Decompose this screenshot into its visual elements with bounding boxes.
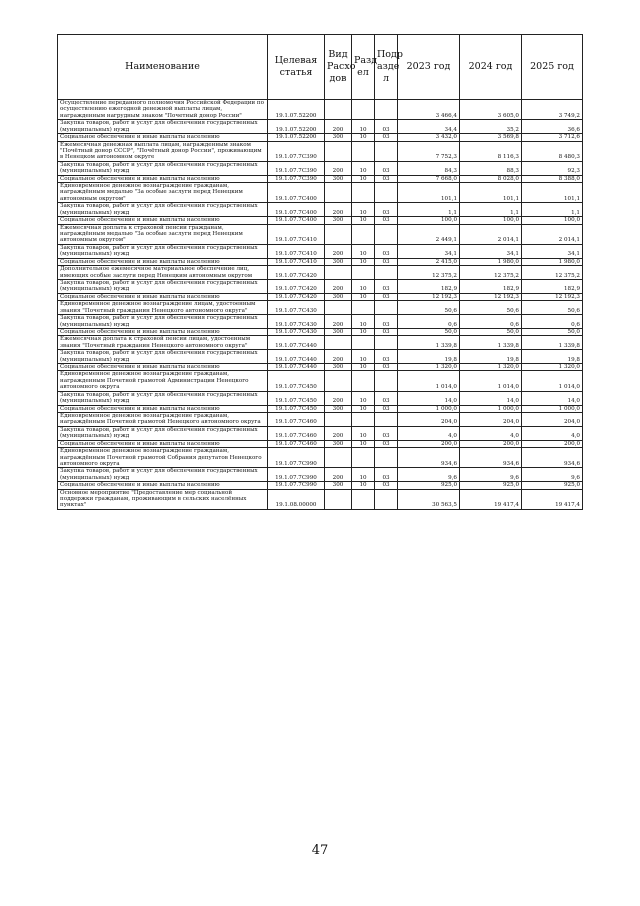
header-target-article: Целевая статья bbox=[268, 35, 325, 100]
cell-target-article: 19.1.07.7С410 bbox=[268, 224, 325, 244]
cell-2023: 182,9 bbox=[398, 279, 460, 293]
cell-target-article: 19.1.07.7С430 bbox=[268, 328, 325, 335]
cell-section bbox=[352, 141, 375, 161]
header-row bbox=[58, 35, 583, 100]
cell-name: Социальное обеспечение и иные выплаты населению bbox=[58, 217, 268, 224]
cell-2024: 50,6 bbox=[460, 301, 522, 315]
cell-expense-type bbox=[325, 412, 352, 426]
cell-2023: 34,4 bbox=[398, 120, 460, 134]
cell-2025: 3 712,6 bbox=[522, 134, 583, 141]
cell-name: Закупка товаров, работ и услуг для обеспечения государственных (муниципальных) нужд bbox=[58, 468, 268, 482]
cell-2024: 12 375,2 bbox=[460, 266, 522, 280]
cell-2023: 19,8 bbox=[398, 350, 460, 364]
cell-2025: 34,1 bbox=[522, 244, 583, 258]
cell-2024: 1 339,8 bbox=[460, 336, 522, 350]
cell-2025: 1 320,0 bbox=[522, 364, 583, 371]
cell-2024: 9,6 bbox=[460, 468, 522, 482]
cell-target-article: 19.1.07.7С390 bbox=[268, 161, 325, 175]
cell-target-article: 19.1.07.7С450 bbox=[268, 371, 325, 391]
table-row bbox=[58, 134, 583, 141]
cell-2023: 1 339,8 bbox=[398, 336, 460, 350]
cell-2023: 200,0 bbox=[398, 440, 460, 447]
cell-2023: 2 415,0 bbox=[398, 258, 460, 265]
table-row bbox=[58, 224, 583, 244]
cell-2025: 19 417,4 bbox=[522, 489, 583, 509]
cell-section: 10 bbox=[352, 175, 375, 182]
table-row bbox=[58, 405, 583, 412]
table-row bbox=[58, 440, 583, 447]
cell-name: Осуществление переданного полномочия Российской Федерации по осуществлению ежегодной денежной выплаты лицам, награжденным нагрудным знаком "Почетный донор России" bbox=[58, 100, 268, 120]
cell-2024: 12 192,3 bbox=[460, 293, 522, 300]
cell-expense-type: 300 bbox=[325, 364, 352, 371]
table-row bbox=[58, 244, 583, 258]
cell-2025: 19,8 bbox=[522, 350, 583, 364]
cell-subsection: 03 bbox=[375, 468, 398, 482]
cell-section bbox=[352, 448, 375, 468]
cell-expense-type: 200 bbox=[325, 426, 352, 440]
cell-2025: 200,0 bbox=[522, 440, 583, 447]
cell-subsection: 03 bbox=[375, 203, 398, 217]
table-row bbox=[58, 183, 583, 203]
cell-2025: 4,0 bbox=[522, 426, 583, 440]
table-row bbox=[58, 141, 583, 161]
cell-expense-type bbox=[325, 183, 352, 203]
table-row bbox=[58, 217, 583, 224]
cell-expense-type bbox=[325, 301, 352, 315]
cell-subsection: 03 bbox=[375, 161, 398, 175]
cell-section: 10 bbox=[352, 315, 375, 329]
cell-2024: 1 014,0 bbox=[460, 371, 522, 391]
cell-target-article: 19.1.07.7С990 bbox=[268, 448, 325, 468]
cell-expense-type: 300 bbox=[325, 175, 352, 182]
cell-subsection bbox=[375, 448, 398, 468]
cell-2024: 34,1 bbox=[460, 244, 522, 258]
cell-expense-type: 200 bbox=[325, 244, 352, 258]
cell-section bbox=[352, 489, 375, 509]
header-2024: 2024 год bbox=[460, 35, 522, 100]
table-row bbox=[58, 293, 583, 300]
cell-2025: 1 000,0 bbox=[522, 405, 583, 412]
cell-section bbox=[352, 224, 375, 244]
cell-section: 10 bbox=[352, 217, 375, 224]
cell-2025: 50,0 bbox=[522, 328, 583, 335]
cell-2025: 2 014,1 bbox=[522, 224, 583, 244]
cell-2023: 30 563,5 bbox=[398, 489, 460, 509]
cell-subsection bbox=[375, 301, 398, 315]
cell-section: 10 bbox=[352, 440, 375, 447]
cell-2024: 100,0 bbox=[460, 217, 522, 224]
cell-2024: 35,2 bbox=[460, 120, 522, 134]
cell-2025: 934,6 bbox=[522, 448, 583, 468]
cell-target-article: 19.1.07.7С390 bbox=[268, 141, 325, 161]
cell-subsection bbox=[375, 412, 398, 426]
cell-2025: 925,0 bbox=[522, 482, 583, 489]
cell-2025: 1,1 bbox=[522, 203, 583, 217]
cell-2023: 14,0 bbox=[398, 391, 460, 405]
cell-expense-type bbox=[325, 266, 352, 280]
cell-2023: 925,0 bbox=[398, 482, 460, 489]
cell-section bbox=[352, 301, 375, 315]
cell-section: 10 bbox=[352, 244, 375, 258]
cell-expense-type: 200 bbox=[325, 120, 352, 134]
cell-2023: 0,6 bbox=[398, 315, 460, 329]
cell-name: Единовременное денежное вознаграждение гражданам, награжденным Почетной грамотой Администрации Ненецкого автономного округа bbox=[58, 371, 268, 391]
cell-2024: 934,6 bbox=[460, 448, 522, 468]
cell-2023: 7 668,0 bbox=[398, 175, 460, 182]
cell-2023: 1 000,0 bbox=[398, 405, 460, 412]
cell-subsection bbox=[375, 336, 398, 350]
cell-target-article: 19.1.07.7С460 bbox=[268, 412, 325, 426]
cell-name: Закупка товаров, работ и услуг для обеспечения государственных (муниципальных) нужд bbox=[58, 161, 268, 175]
cell-2025: 182,9 bbox=[522, 279, 583, 293]
cell-target-article: 19.1.07.7С460 bbox=[268, 426, 325, 440]
cell-2023: 7 752,3 bbox=[398, 141, 460, 161]
cell-2024: 3 605,0 bbox=[460, 100, 522, 120]
table-row bbox=[58, 120, 583, 134]
cell-target-article: 19.1.07.7С400 bbox=[268, 183, 325, 203]
cell-target-article: 19.1.07.7С400 bbox=[268, 203, 325, 217]
cell-subsection bbox=[375, 100, 398, 120]
table-body bbox=[58, 100, 583, 510]
cell-target-article: 19.1.07.52200 bbox=[268, 100, 325, 120]
cell-2024: 200,0 bbox=[460, 440, 522, 447]
cell-target-article: 19.1.07.7С450 bbox=[268, 405, 325, 412]
cell-target-article: 19.1.08.00000 bbox=[268, 489, 325, 509]
cell-2025: 204,0 bbox=[522, 412, 583, 426]
cell-2025: 8 480,3 bbox=[522, 141, 583, 161]
cell-name: Закупка товаров, работ и услуг для обеспечения государственных (муниципальных) нужд bbox=[58, 426, 268, 440]
header-2025: 2025 год bbox=[522, 35, 583, 100]
cell-subsection: 03 bbox=[375, 279, 398, 293]
cell-2023: 101,1 bbox=[398, 183, 460, 203]
cell-section bbox=[352, 371, 375, 391]
cell-subsection bbox=[375, 489, 398, 509]
header-2023: 2023 год bbox=[398, 35, 460, 100]
cell-section: 10 bbox=[352, 364, 375, 371]
cell-2023: 12 375,2 bbox=[398, 266, 460, 280]
cell-name: Социальное обеспечение и иные выплаты населению bbox=[58, 134, 268, 141]
cell-name: Единовременное денежное вознаграждение гражданам, награждённым Почетной грамотой Собрания депутатов Ненецкого автономного округа bbox=[58, 448, 268, 468]
cell-name: Социальное обеспечение и иные выплаты населению bbox=[58, 328, 268, 335]
cell-name: Закупка товаров, работ и услуг для обеспечения государственных (муниципальных) нужд bbox=[58, 350, 268, 364]
cell-expense-type: 300 bbox=[325, 482, 352, 489]
cell-2025: 100,0 bbox=[522, 217, 583, 224]
cell-name: Закупка товаров, работ и услуг для обеспечения государственных (муниципальных) нужд bbox=[58, 279, 268, 293]
cell-expense-type bbox=[325, 489, 352, 509]
cell-name: Закупка товаров, работ и услуг для обеспечения государственных (муниципальных) нужд bbox=[58, 120, 268, 134]
cell-expense-type: 300 bbox=[325, 328, 352, 335]
table-row bbox=[58, 350, 583, 364]
cell-2025: 1 014,0 bbox=[522, 371, 583, 391]
cell-name: Ежемесячная доплата к страховой пенсии лицам, удостоенным звания "Почетный гражданин Ненецкого автономного округа" bbox=[58, 336, 268, 350]
cell-name: Социальное обеспечение и иные выплаты населению bbox=[58, 440, 268, 447]
header-expense-type: Вид Расхо дов bbox=[325, 35, 352, 100]
cell-subsection: 03 bbox=[375, 217, 398, 224]
cell-2023: 12 192,3 bbox=[398, 293, 460, 300]
cell-name: Закупка товаров, работ и услуг для обеспечения государственных (муниципальных) нужд bbox=[58, 315, 268, 329]
cell-2024: 0,6 bbox=[460, 315, 522, 329]
table-row bbox=[58, 489, 583, 509]
cell-2024: 1,1 bbox=[460, 203, 522, 217]
cell-subsection bbox=[375, 141, 398, 161]
cell-subsection bbox=[375, 371, 398, 391]
cell-expense-type: 200 bbox=[325, 161, 352, 175]
cell-2025: 1 339,8 bbox=[522, 336, 583, 350]
cell-subsection: 03 bbox=[375, 244, 398, 258]
cell-expense-type: 300 bbox=[325, 258, 352, 265]
cell-2023: 1,1 bbox=[398, 203, 460, 217]
cell-2025: 12 192,3 bbox=[522, 293, 583, 300]
cell-target-article: 19.1.07.7С420 bbox=[268, 266, 325, 280]
table-row bbox=[58, 279, 583, 293]
cell-target-article: 19.1.07.52200 bbox=[268, 120, 325, 134]
cell-section: 10 bbox=[352, 468, 375, 482]
cell-section: 10 bbox=[352, 405, 375, 412]
cell-target-article: 19.1.07.7С990 bbox=[268, 482, 325, 489]
cell-name: Социальное обеспечение и иные выплаты населению bbox=[58, 482, 268, 489]
cell-subsection: 03 bbox=[375, 426, 398, 440]
header-section: Разд ел bbox=[352, 35, 375, 100]
table-row bbox=[58, 426, 583, 440]
cell-2025: 1 980,0 bbox=[522, 258, 583, 265]
cell-target-article: 19.1.07.7С430 bbox=[268, 301, 325, 315]
cell-2025: 50,6 bbox=[522, 301, 583, 315]
table-row bbox=[58, 412, 583, 426]
header-name: Наименование bbox=[58, 35, 268, 100]
cell-subsection: 03 bbox=[375, 440, 398, 447]
cell-subsection: 03 bbox=[375, 482, 398, 489]
cell-2023: 3 432,0 bbox=[398, 134, 460, 141]
cell-2025: 9,6 bbox=[522, 468, 583, 482]
cell-expense-type: 300 bbox=[325, 293, 352, 300]
cell-expense-type: 300 bbox=[325, 440, 352, 447]
cell-expense-type: 300 bbox=[325, 217, 352, 224]
table-row bbox=[58, 301, 583, 315]
cell-expense-type bbox=[325, 141, 352, 161]
cell-2023: 1 014,0 bbox=[398, 371, 460, 391]
cell-section: 10 bbox=[352, 426, 375, 440]
cell-name: Единовременное денежное вознаграждение гражданам, награждённым медалью "За особые заслуги перед Ненецким автономным округом" bbox=[58, 183, 268, 203]
cell-2023: 204,0 bbox=[398, 412, 460, 426]
cell-section: 10 bbox=[352, 293, 375, 300]
cell-section: 10 bbox=[352, 134, 375, 141]
cell-section bbox=[352, 266, 375, 280]
table-row bbox=[58, 203, 583, 217]
cell-2025: 36,6 bbox=[522, 120, 583, 134]
cell-target-article: 19.1.07.7С420 bbox=[268, 279, 325, 293]
cell-section: 10 bbox=[352, 350, 375, 364]
cell-2024: 8 116,3 bbox=[460, 141, 522, 161]
cell-expense-type: 200 bbox=[325, 391, 352, 405]
cell-expense-type: 200 bbox=[325, 468, 352, 482]
cell-2023: 4,0 bbox=[398, 426, 460, 440]
page-number: 47 bbox=[311, 843, 329, 858]
cell-expense-type bbox=[325, 448, 352, 468]
table-row bbox=[58, 266, 583, 280]
cell-subsection: 03 bbox=[375, 315, 398, 329]
cell-target-article: 19.1.07.7С410 bbox=[268, 244, 325, 258]
cell-target-article: 19.1.07.7С420 bbox=[268, 293, 325, 300]
cell-2023: 2 449,1 bbox=[398, 224, 460, 244]
table-row bbox=[58, 258, 583, 265]
cell-section: 10 bbox=[352, 279, 375, 293]
cell-2025: 8 388,0 bbox=[522, 175, 583, 182]
table-row bbox=[58, 161, 583, 175]
cell-2023: 3 466,4 bbox=[398, 100, 460, 120]
cell-section: 10 bbox=[352, 203, 375, 217]
cell-section bbox=[352, 100, 375, 120]
cell-expense-type bbox=[325, 224, 352, 244]
cell-2024: 2 014,1 bbox=[460, 224, 522, 244]
cell-2024: 4,0 bbox=[460, 426, 522, 440]
cell-subsection: 03 bbox=[375, 391, 398, 405]
cell-target-article: 19.1.07.7С430 bbox=[268, 315, 325, 329]
cell-name: Социальное обеспечение и иные выплаты населению bbox=[58, 293, 268, 300]
cell-name: Основное мероприятие "Предоставление мер социальной поддержки гражданам, проживающим в сельских населённых пунктах" bbox=[58, 489, 268, 509]
cell-subsection: 03 bbox=[375, 328, 398, 335]
cell-subsection: 03 bbox=[375, 258, 398, 265]
cell-2024: 101,1 bbox=[460, 183, 522, 203]
cell-2024: 1 980,0 bbox=[460, 258, 522, 265]
cell-subsection bbox=[375, 266, 398, 280]
cell-section: 10 bbox=[352, 161, 375, 175]
cell-subsection: 03 bbox=[375, 134, 398, 141]
table-row bbox=[58, 468, 583, 482]
cell-expense-type: 300 bbox=[325, 134, 352, 141]
table-row bbox=[58, 364, 583, 371]
cell-2024: 19,8 bbox=[460, 350, 522, 364]
cell-2024: 3 569,8 bbox=[460, 134, 522, 141]
cell-2023: 1 320,0 bbox=[398, 364, 460, 371]
cell-name: Дополнительное ежемесячное материальное обеспечение лиц, имеющих особые заслуги перед Ненецким автономным округом bbox=[58, 266, 268, 280]
cell-name: Закупка товаров, работ и услуг для обеспечения государственных (муниципальных) нужд bbox=[58, 203, 268, 217]
cell-2025: 92,3 bbox=[522, 161, 583, 175]
table-row bbox=[58, 315, 583, 329]
cell-target-article: 19.1.07.7С440 bbox=[268, 364, 325, 371]
cell-name: Единовременное денежное вознаграждение лицам, удостоенным звания "Почетный гражданин Ненецкого автономного округа" bbox=[58, 301, 268, 315]
cell-2024: 19 417,4 bbox=[460, 489, 522, 509]
cell-2024: 925,0 bbox=[460, 482, 522, 489]
cell-target-article: 19.1.07.7С990 bbox=[268, 468, 325, 482]
cell-2023: 34,1 bbox=[398, 244, 460, 258]
cell-target-article: 19.1.07.7С440 bbox=[268, 350, 325, 364]
cell-target-article: 19.1.07.7С400 bbox=[268, 217, 325, 224]
cell-name: Социальное обеспечение и иные выплаты населению bbox=[58, 364, 268, 371]
table-row bbox=[58, 328, 583, 335]
cell-2023: 50,0 bbox=[398, 328, 460, 335]
cell-section: 10 bbox=[352, 391, 375, 405]
cell-subsection: 03 bbox=[375, 120, 398, 134]
table-row bbox=[58, 100, 583, 120]
cell-expense-type bbox=[325, 371, 352, 391]
cell-name: Единовременное денежное вознаграждение гражданам, награждённым Почетной грамотой Ненецкого автономного округа bbox=[58, 412, 268, 426]
cell-2024: 204,0 bbox=[460, 412, 522, 426]
cell-2025: 14,0 bbox=[522, 391, 583, 405]
table-row bbox=[58, 391, 583, 405]
cell-name: Ежемесячная денежная выплата лицам, награжденным знаком "Почётный донор СССР", "Почётный донор России", проживающим в Ненецком автономном округе bbox=[58, 141, 268, 161]
cell-subsection bbox=[375, 224, 398, 244]
cell-2023: 84,3 bbox=[398, 161, 460, 175]
cell-section: 10 bbox=[352, 328, 375, 335]
table-row bbox=[58, 482, 583, 489]
cell-target-article: 19.1.07.52200 bbox=[268, 134, 325, 141]
cell-2023: 100,0 bbox=[398, 217, 460, 224]
cell-section: 10 bbox=[352, 258, 375, 265]
cell-name: Социальное обеспечение и иные выплаты населению bbox=[58, 405, 268, 412]
cell-subsection: 03 bbox=[375, 350, 398, 364]
cell-2024: 1 320,0 bbox=[460, 364, 522, 371]
cell-target-article: 19.1.07.7С460 bbox=[268, 440, 325, 447]
cell-section: 10 bbox=[352, 120, 375, 134]
cell-section bbox=[352, 183, 375, 203]
cell-subsection: 03 bbox=[375, 405, 398, 412]
cell-2024: 1 000,0 bbox=[460, 405, 522, 412]
cell-subsection: 03 bbox=[375, 364, 398, 371]
cell-2025: 0,6 bbox=[522, 315, 583, 329]
header-subsection: Подр азде л bbox=[375, 35, 398, 100]
cell-section bbox=[352, 412, 375, 426]
table-row bbox=[58, 175, 583, 182]
cell-expense-type: 200 bbox=[325, 350, 352, 364]
cell-expense-type: 300 bbox=[325, 405, 352, 412]
table-row bbox=[58, 448, 583, 468]
cell-subsection: 03 bbox=[375, 175, 398, 182]
cell-subsection bbox=[375, 183, 398, 203]
cell-target-article: 19.1.07.7С440 bbox=[268, 336, 325, 350]
cell-expense-type: 200 bbox=[325, 203, 352, 217]
cell-expense-type bbox=[325, 100, 352, 120]
cell-expense-type: 200 bbox=[325, 279, 352, 293]
cell-expense-type: 200 bbox=[325, 315, 352, 329]
cell-2024: 88,3 bbox=[460, 161, 522, 175]
cell-2023: 50,6 bbox=[398, 301, 460, 315]
cell-2025: 3 749,2 bbox=[522, 100, 583, 120]
cell-target-article: 19.1.07.7С390 bbox=[268, 175, 325, 182]
cell-section bbox=[352, 336, 375, 350]
cell-name: Ежемесячная доплата к страховой пенсии гражданам, награждённым медалью "За особые заслуги перед Ненецким автономным округом" bbox=[58, 224, 268, 244]
cell-name: Закупка товаров, работ и услуг для обеспечения государственных (муниципальных) нужд bbox=[58, 391, 268, 405]
cell-section: 10 bbox=[352, 482, 375, 489]
cell-name: Социальное обеспечение и иные выплаты населению bbox=[58, 175, 268, 182]
cell-2024: 182,9 bbox=[460, 279, 522, 293]
cell-subsection: 03 bbox=[375, 293, 398, 300]
cell-2024: 14,0 bbox=[460, 391, 522, 405]
cell-name: Социальное обеспечение и иные выплаты населению bbox=[58, 258, 268, 265]
cell-2024: 50,0 bbox=[460, 328, 522, 335]
cell-target-article: 19.1.07.7С410 bbox=[268, 258, 325, 265]
cell-name: Закупка товаров, работ и услуг для обеспечения государственных (муниципальных) нужд bbox=[58, 244, 268, 258]
cell-expense-type bbox=[325, 336, 352, 350]
cell-2025: 101,1 bbox=[522, 183, 583, 203]
table-row bbox=[58, 336, 583, 350]
table-row bbox=[58, 371, 583, 391]
cell-target-article: 19.1.07.7С450 bbox=[268, 391, 325, 405]
cell-2025: 12 375,2 bbox=[522, 266, 583, 280]
cell-2024: 8 028,0 bbox=[460, 175, 522, 182]
cell-2023: 934,6 bbox=[398, 448, 460, 468]
budget-table bbox=[57, 34, 583, 510]
cell-2023: 9,6 bbox=[398, 468, 460, 482]
